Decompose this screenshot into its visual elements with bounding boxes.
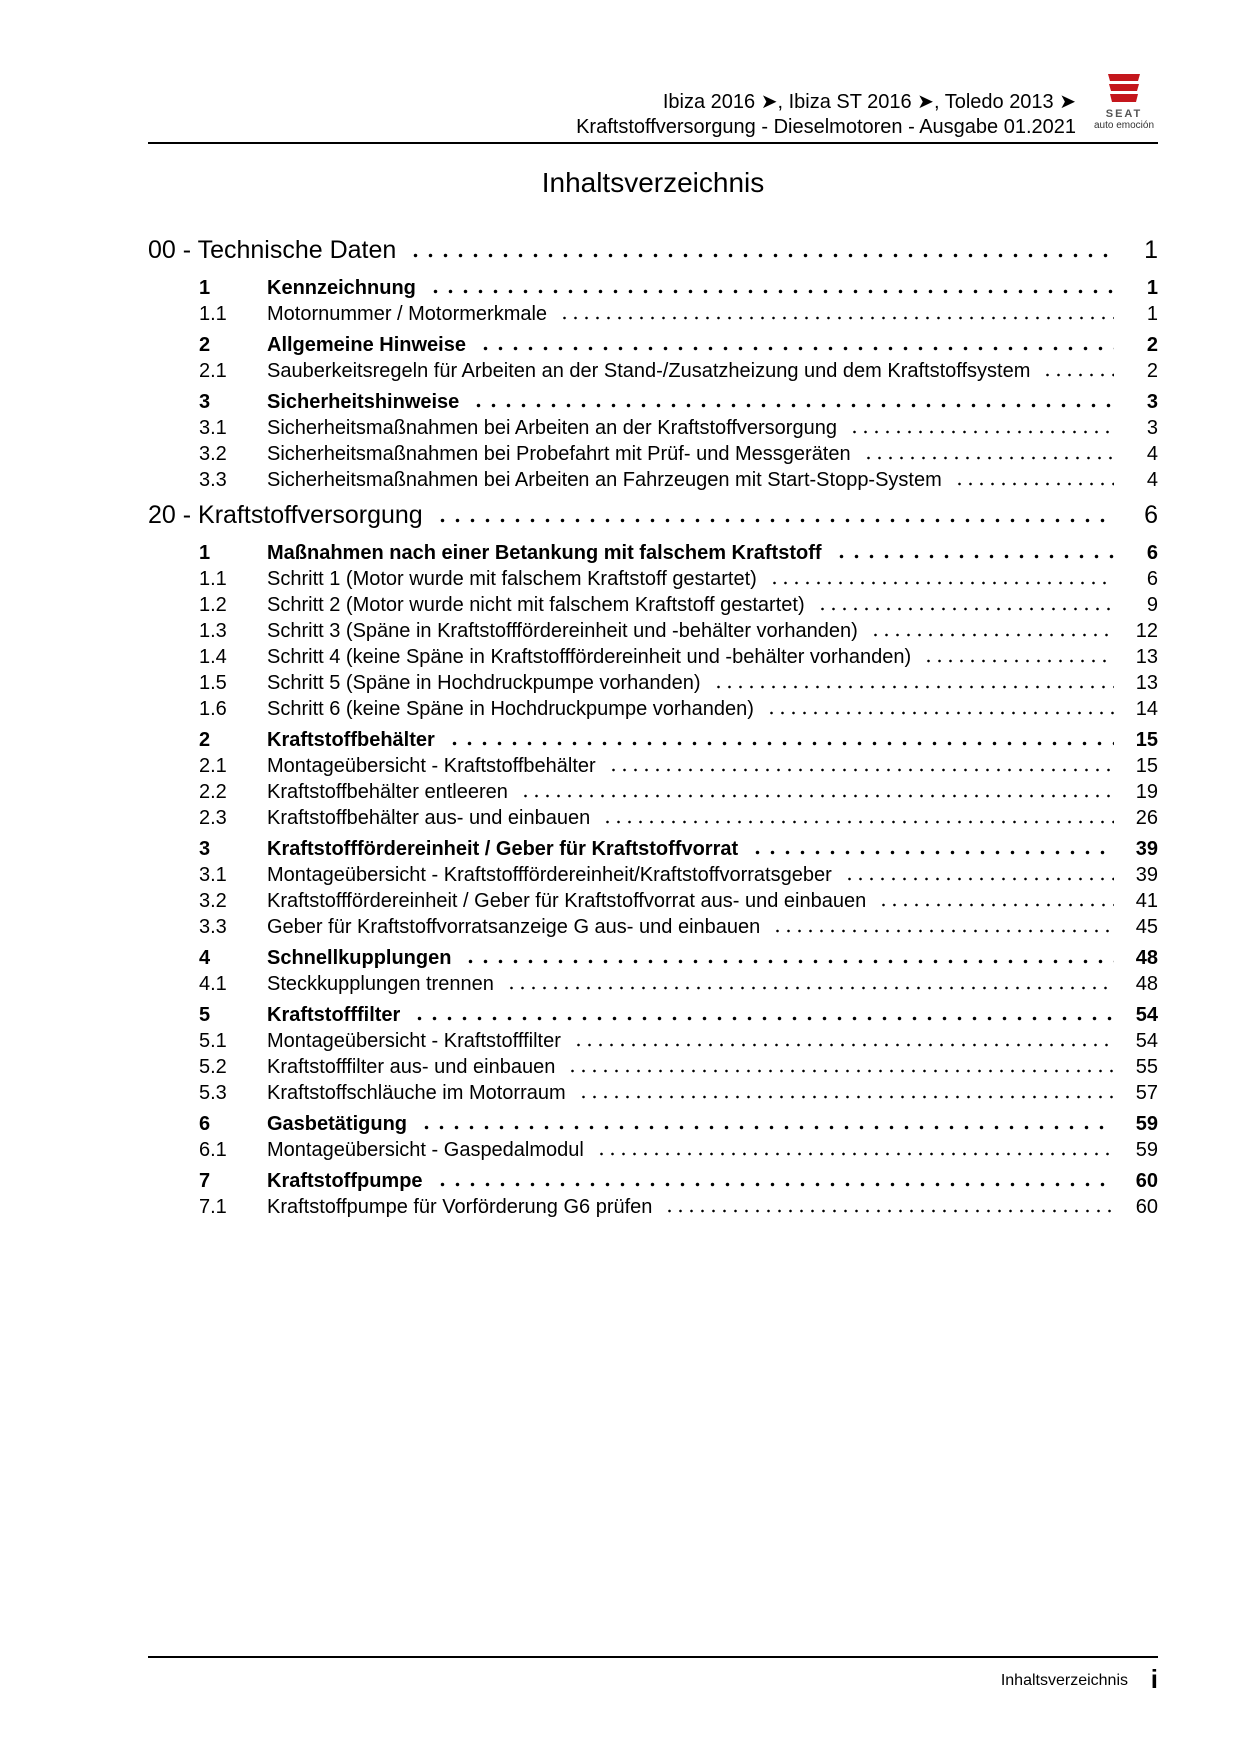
toc-entry-label: Montageübersicht - Kraftstofffilter [267, 1030, 561, 1052]
toc-subsection[interactable] [148, 303, 1158, 329]
toc-entry-page: 9 [1146, 594, 1158, 616]
toc-entry-label: Schritt 4 (keine Späne in Kraftstofffördereinheit und -behälter vorhanden) [267, 646, 912, 668]
seat-logo [1090, 72, 1158, 132]
toc-entry-label: Kraftstoffbehälter aus- und einbauen [267, 807, 591, 829]
toc-entry-page: 14 [1135, 698, 1158, 720]
toc-entry-label: 00 - Technische Daten [148, 236, 397, 264]
toc-leader-dots [435, 518, 1114, 523]
toc-entry-label: Schnellkupplungen [267, 947, 452, 969]
toc-entry-label: Kennzeichnung [267, 277, 416, 299]
toc-subsection[interactable] [148, 864, 1158, 890]
toc-subsection[interactable] [148, 1056, 1158, 1082]
toc-entry-page: 54 [1135, 1004, 1158, 1026]
toc-entry-page: 57 [1135, 1082, 1158, 1104]
toc-subsection[interactable] [148, 646, 1158, 672]
toc-entry-page: 1 [1144, 236, 1158, 264]
toc-entry-page: 39 [1135, 838, 1158, 860]
toc-subsection[interactable] [148, 973, 1158, 999]
toc-entry-number: 2 [199, 334, 211, 356]
toc-leader-dots [602, 820, 1114, 824]
toc-section[interactable] [148, 334, 1158, 360]
toc-entry-page: 13 [1135, 672, 1158, 694]
toc-entry-page: 19 [1135, 781, 1158, 803]
toc-entry-page: 2 [1146, 360, 1158, 382]
toc-leader-dots [1042, 373, 1114, 377]
toc-entry-number: 3 [199, 838, 211, 860]
page-title: Inhaltsverzeichnis [541, 167, 765, 198]
table-of-contents [148, 236, 1158, 1222]
toc-entry-page: 12 [1135, 620, 1158, 642]
toc-entry-label: Gasbetätigung [267, 1113, 408, 1135]
toc-leader-dots [419, 1125, 1114, 1130]
toc-entry-number: 5.1 [199, 1030, 227, 1052]
toc-subsection[interactable] [148, 1082, 1158, 1108]
toc-leader-dots [817, 607, 1114, 611]
toc-entry-number: 1 [199, 542, 211, 564]
toc-leader-dots [878, 903, 1114, 907]
toc-entry-label: Kraftstofffilter [267, 1004, 401, 1026]
toc-leader-dots [713, 685, 1114, 689]
toc-section[interactable] [148, 1004, 1158, 1030]
toc-leader-dots [567, 1069, 1114, 1073]
toc-entry-label: Motornummer / Motormerkmale [267, 303, 548, 325]
toc-entry-page: 4 [1146, 469, 1158, 491]
toc-subsection[interactable] [148, 916, 1158, 942]
toc-entry-number: 6 [199, 1113, 211, 1135]
toc-entry-label: Sicherheitsmaßnahmen bei Arbeiten an Fahrzeugen mit Start-Stopp-System [267, 469, 942, 491]
toc-entry-number: 2.3 [199, 807, 227, 829]
footer-rule [148, 1656, 1158, 1658]
toc-subsection[interactable] [148, 568, 1158, 594]
toc-entry-label: Kraftstofffilter aus- und einbauen [267, 1056, 556, 1078]
toc-leader-dots [428, 289, 1114, 294]
toc-entry-label: Schritt 3 (Späne in Kraftstofffördereinheit und -behälter vorhanden) [267, 620, 858, 642]
toc-entry-number: 2.2 [199, 781, 227, 803]
toc-subsection[interactable] [148, 469, 1158, 495]
toc-entry-label: Sicherheitsmaßnahmen bei Arbeiten an der Kraftstoffversorgung [267, 417, 837, 439]
toc-entry-number: 2.1 [199, 360, 227, 382]
toc-entry-number: 1.1 [199, 303, 227, 325]
toc-leader-dots [412, 1016, 1114, 1021]
toc-chapter[interactable] [148, 236, 1158, 272]
toc-subsection[interactable] [148, 620, 1158, 646]
toc-leader-dots [863, 456, 1114, 460]
toc-leader-dots [844, 877, 1114, 881]
toc-entry-label: Montageübersicht - Gaspedalmodul [267, 1139, 584, 1161]
toc-entry-number: 5.2 [199, 1056, 227, 1078]
toc-entry-number: 1 [199, 277, 211, 299]
footer-label: Inhaltsverzeichnis [1000, 1672, 1128, 1689]
toc-entry-page: 15 [1135, 755, 1158, 777]
toc-section[interactable] [148, 838, 1158, 864]
toc-entry-number: 2 [199, 729, 211, 751]
toc-leader-dots [870, 633, 1114, 637]
toc-entry-label: Allgemeine Hinweise [267, 334, 466, 356]
toc-subsection[interactable] [148, 672, 1158, 698]
toc-entry-page: 13 [1135, 646, 1158, 668]
toc-leader-dots [954, 482, 1114, 486]
toc-entry-label: Sicherheitshinweise [267, 391, 460, 413]
toc-subsection[interactable] [148, 890, 1158, 916]
toc-entry-number: 1.2 [199, 594, 227, 616]
toc-entry-label: Kraftstoffpumpe [267, 1170, 423, 1192]
toc-entry-label: Schritt 1 (Motor wurde mit falschem Kraftstoff gestartet) [267, 568, 757, 590]
header-subtitle: Kraftstoffversorgung - Dieselmotoren - Ausgabe 01.2021 [576, 116, 1076, 138]
toc-leader-dots [463, 959, 1114, 964]
toc-leader-dots [766, 711, 1114, 715]
toc-entry-number: 3.2 [199, 890, 227, 912]
toc-entry-number: 1.6 [199, 698, 227, 720]
header-models: Ibiza 2016 ➤, Ibiza ST 2016 ➤, Toledo 2013 ➤ [662, 91, 1076, 113]
toc-leader-dots [664, 1209, 1114, 1213]
toc-section[interactable] [148, 542, 1158, 568]
toc-entry-number: 1.3 [199, 620, 227, 642]
header-rule [148, 142, 1158, 144]
toc-entry-label: Sicherheitsmaßnahmen bei Probefahrt mit Prüf- und Messgeräten [267, 443, 851, 465]
toc-entry-page: 60 [1135, 1196, 1158, 1218]
toc-leader-dots [471, 403, 1114, 408]
toc-entry-label: Steckkupplungen trennen [267, 973, 494, 995]
toc-section[interactable] [148, 391, 1158, 417]
toc-subsection[interactable] [148, 594, 1158, 620]
toc-entry-label: Kraftstoffbehälter [267, 729, 435, 751]
toc-entry-label: Kraftstofffördereinheit / Geber für Kraftstoffvorrat [267, 838, 739, 860]
toc-leader-dots [578, 1095, 1114, 1099]
toc-entry-label: Montageübersicht - Kraftstoffbehälter [267, 755, 596, 777]
toc-subsection[interactable] [148, 807, 1158, 833]
toc-entry-page: 55 [1135, 1056, 1158, 1078]
toc-entry-page: 60 [1135, 1170, 1158, 1192]
toc-entry-number: 3 [199, 391, 211, 413]
logo-wordmark: SEAT [1105, 108, 1143, 120]
toc-entry-page: 2 [1146, 334, 1158, 356]
toc-entry-number: 1.5 [199, 672, 227, 694]
toc-entry-page: 3 [1146, 391, 1158, 413]
toc-leader-dots [478, 346, 1114, 351]
toc-entry-label: 20 - Kraftstoffversorgung [148, 501, 423, 529]
toc-entry-number: 3.2 [199, 443, 227, 465]
toc-entry-page: 26 [1135, 807, 1158, 829]
toc-entry-number: 6.1 [199, 1139, 227, 1161]
toc-entry-number: 7 [199, 1170, 211, 1192]
toc-section[interactable] [148, 277, 1158, 303]
toc-entry-number: 5.3 [199, 1082, 227, 1104]
toc-section[interactable] [148, 729, 1158, 755]
toc-entry-page: 3 [1146, 417, 1158, 439]
toc-section[interactable] [148, 947, 1158, 973]
toc-leader-dots [520, 794, 1114, 798]
logo-tagline: auto emoción [1093, 120, 1155, 131]
seat-logo-icon [1105, 72, 1143, 106]
toc-leader-dots [435, 1182, 1114, 1187]
toc-entry-number: 3.1 [199, 417, 227, 439]
toc-leader-dots [923, 659, 1114, 663]
toc-leader-dots [769, 581, 1114, 585]
toc-entry-page: 59 [1135, 1113, 1158, 1135]
toc-entry-label: Sauberkeitsregeln für Arbeiten an der Stand-/Zusatzheizung und dem Kraftstoffsystem [267, 360, 1031, 382]
toc-subsection[interactable] [148, 1030, 1158, 1056]
footer-page-number: i [1150, 1664, 1158, 1694]
toc-entry-number: 1.1 [199, 568, 227, 590]
toc-entry-label: Maßnahmen nach einer Betankung mit falschem Kraftstoff [267, 542, 822, 564]
toc-chapter[interactable] [148, 501, 1158, 537]
toc-entry-label: Schritt 6 (keine Späne in Hochdruckpumpe vorhanden) [267, 698, 754, 720]
toc-entry-label: Montageübersicht - Kraftstofffördereinheit/Kraftstoffvorratsgeber [267, 864, 832, 886]
toc-entry-number: 3.3 [199, 469, 227, 491]
toc-entry-page: 48 [1135, 973, 1158, 995]
toc-entry-label: Geber für Kraftstoffvorratsanzeige G aus- und einbauen [267, 916, 761, 938]
toc-subsection[interactable] [148, 755, 1158, 781]
toc-entry-page: 6 [1144, 501, 1158, 529]
toc-entry-label: Schritt 5 (Späne in Hochdruckpumpe vorhanden) [267, 672, 701, 694]
toc-subsection[interactable] [148, 1139, 1158, 1165]
toc-entry-label: Kraftstoffbehälter entleeren [267, 781, 508, 803]
toc-entry-label: Kraftstoffschläuche im Motorraum [267, 1082, 566, 1104]
toc-leader-dots [750, 850, 1114, 855]
toc-entry-page: 1 [1146, 277, 1158, 299]
toc-subsection[interactable] [148, 417, 1158, 443]
toc-entry-page: 6 [1146, 542, 1158, 564]
toc-leader-dots [559, 316, 1114, 320]
toc-entry-page: 41 [1135, 890, 1158, 912]
toc-entry-number: 4 [199, 947, 211, 969]
toc-entry-page: 15 [1135, 729, 1158, 751]
toc-entry-number: 5 [199, 1004, 211, 1026]
toc-entry-page: 48 [1135, 947, 1158, 969]
toc-entry-page: 59 [1135, 1139, 1158, 1161]
toc-entry-page: 39 [1135, 864, 1158, 886]
toc-leader-dots [772, 929, 1114, 933]
toc-entry-number: 3.1 [199, 864, 227, 886]
toc-subsection[interactable] [148, 1196, 1158, 1222]
toc-leader-dots [596, 1152, 1114, 1156]
toc-entry-page: 1 [1146, 303, 1158, 325]
toc-entry-number: 1.4 [199, 646, 227, 668]
toc-subsection[interactable] [148, 781, 1158, 807]
toc-leader-dots [849, 430, 1114, 434]
toc-entry-number: 2.1 [199, 755, 227, 777]
toc-leader-dots [608, 768, 1114, 772]
toc-leader-dots [573, 1043, 1114, 1047]
header-text [576, 90, 1076, 140]
toc-subsection[interactable] [148, 360, 1158, 386]
toc-entry-page: 6 [1146, 568, 1158, 590]
toc-subsection[interactable] [148, 698, 1158, 724]
toc-section[interactable] [148, 1170, 1158, 1196]
toc-entry-number: 3.3 [199, 916, 227, 938]
toc-leader-dots [408, 253, 1114, 258]
toc-entry-number: 4.1 [199, 973, 227, 995]
toc-section[interactable] [148, 1113, 1158, 1139]
toc-entry-page: 4 [1146, 443, 1158, 465]
toc-entry-page: 54 [1135, 1030, 1158, 1052]
toc-entry-page: 45 [1135, 916, 1158, 938]
toc-entry-label: Schritt 2 (Motor wurde nicht mit falschem Kraftstoff gestartet) [267, 594, 805, 616]
toc-leader-dots [506, 986, 1114, 990]
toc-leader-dots [834, 554, 1114, 559]
toc-entry-number: 7.1 [199, 1196, 227, 1218]
toc-entry-label: Kraftstoffpumpe für Vorförderung G6 prüfen [267, 1196, 653, 1218]
toc-leader-dots [447, 741, 1114, 746]
toc-entry-label: Kraftstofffördereinheit / Geber für Kraftstoffvorrat aus- und einbauen [267, 890, 867, 912]
toc-subsection[interactable] [148, 443, 1158, 469]
